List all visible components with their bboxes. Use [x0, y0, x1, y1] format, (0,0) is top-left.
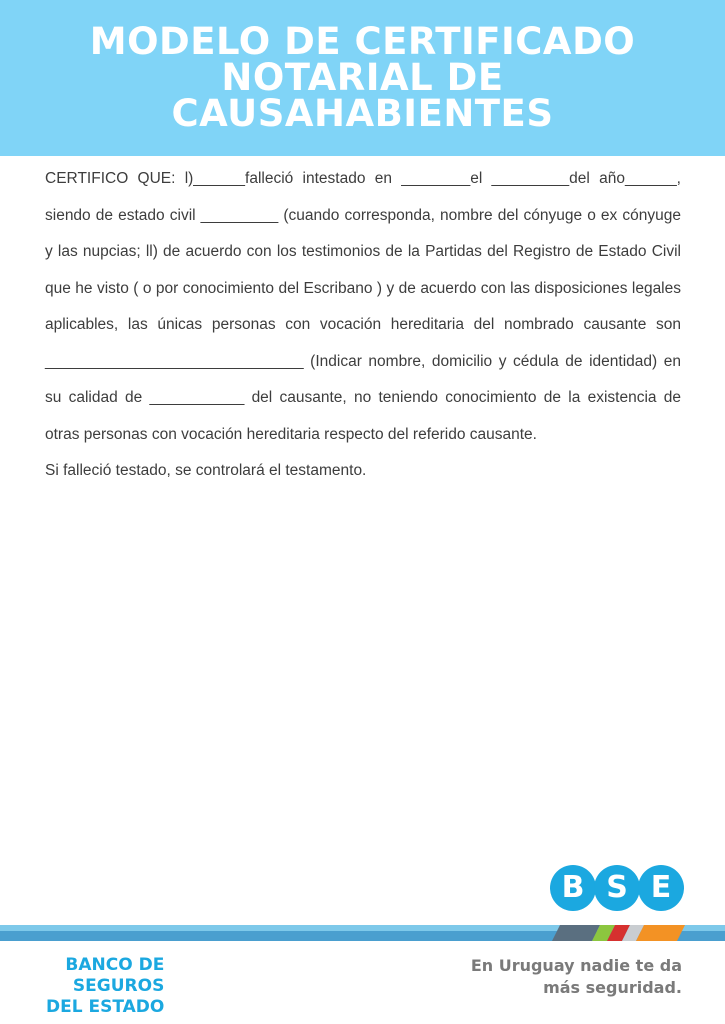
logo-letter-s: S	[594, 865, 640, 911]
company-line: SEGUROS	[72, 976, 165, 996]
stripe-orange	[636, 925, 685, 941]
title-line: NOTARIAL DE	[221, 56, 504, 99]
company-name	[46, 955, 164, 1018]
footer-color-stripes	[0, 925, 725, 941]
slogan	[471, 955, 682, 999]
title-line: MODELO DE CERTIFICADO	[89, 20, 636, 63]
testament-note: Si falleció testado, se controlará el testamento.	[45, 462, 367, 479]
company-line: DEL ESTADO	[46, 997, 165, 1017]
slogan-line: más seguridad.	[543, 978, 682, 997]
stripe-slate	[552, 925, 600, 941]
document-title	[89, 20, 636, 135]
logo-letter-b: B	[550, 865, 596, 911]
certificate-body	[45, 161, 681, 490]
header-band	[0, 0, 725, 156]
logo-letter-e: E	[638, 865, 684, 911]
slogan-line: En Uruguay nadie te da	[470, 956, 682, 975]
certificate-paragraph: CERTIFICO QUE: l)______falleció intestado en ________el _________del año______, siendo de estado civil _________ (cuando corresponda, nombre del cónyuge o ex cónyuge y las nupcias; ll) de acuerdo con los testimonios de la Partidas del Registro de Estado Civil que he visto ( o por conocimiento del Escribano ) y de acuerdo con las disposiciones legales aplicables, las únicas personas con vocación hereditaria del nombrado causante son ______________________________ (Indicar nombre, domicilio y cédula de identidad) en su calidad de ___________ del causante, no teniendo conocimiento de la existencia de otras personas con vocación hereditaria respecto del referido causante.	[45, 170, 681, 443]
company-line: BANCO DE	[65, 955, 165, 975]
title-line: CAUSAHABIENTES	[171, 92, 554, 135]
bse-logo	[550, 865, 682, 911]
